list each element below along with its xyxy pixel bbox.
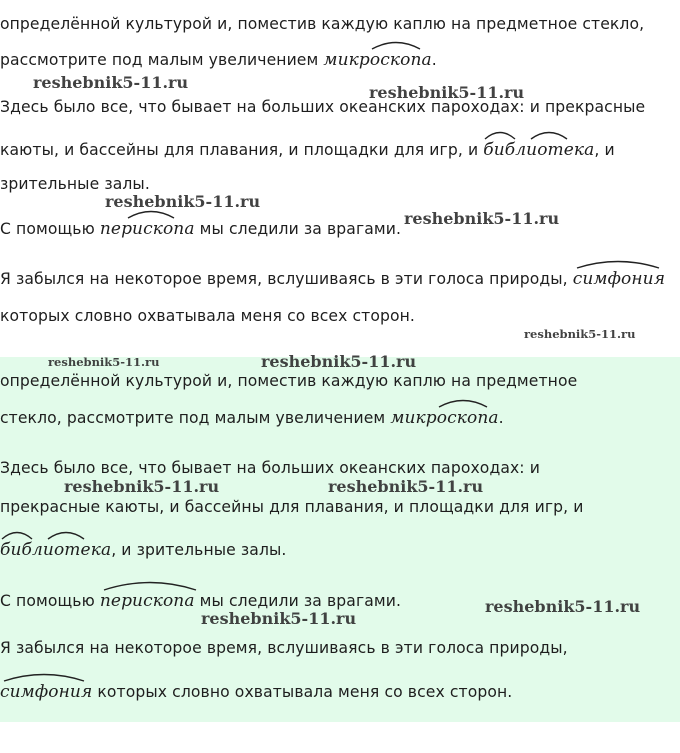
upper-line-2: рассмотрите под малым увеличением микроскопа . (0, 50, 437, 70)
root-arc-mark (102, 578, 198, 591)
word-periskopa: перископа (100, 591, 195, 611)
watermark: reshebnik5-11.ru (485, 597, 641, 616)
word-simfoniya: симфония (0, 682, 92, 702)
word-mikroskopa: микроскопа (390, 408, 498, 428)
watermark: reshebnik5-11.ru (261, 352, 417, 371)
word-mikroskopa: микроскопа (323, 50, 431, 70)
root-arc-mark (437, 396, 489, 408)
watermark: reshebnik5-11.ru (48, 355, 160, 369)
answer-line-1: определённой культурой и, поместив каждую каплю на предметное (0, 372, 578, 390)
watermark: reshebnik5-11.ru (33, 73, 189, 92)
answer-line-8: симфония которых словно охватывала меня со всех сторон. (0, 682, 512, 702)
watermark: reshebnik5-11.ru (369, 83, 525, 102)
root-arc-mark (2, 670, 86, 682)
answer-line-4: прекрасные каюты, и бассейны для плавания, и площадки для игр, и (0, 498, 584, 516)
answer-line-7: Я забылся на некоторое время, вслушиваясь в эти голоса природы, (0, 639, 568, 657)
watermark: reshebnik5-11.ru (328, 477, 484, 496)
root-arc-mark (483, 128, 517, 140)
answer-line-3: Здесь было все, что бывает на больших океанских пароходах: и (0, 459, 540, 477)
root-arc-mark (575, 257, 661, 269)
root-arc-mark (46, 528, 86, 540)
upper-line-8: которых словно охватывала меня со всех сторон. (0, 307, 415, 325)
word-periskopa: перископа (100, 219, 195, 239)
root-arc-mark (0, 528, 34, 540)
answer-line-2: стекло, рассмотрите под малым увеличением микроскопа . (0, 408, 504, 428)
word-biblioteka: библиотека (0, 540, 111, 560)
watermark: reshebnik5-11.ru (64, 477, 220, 496)
root-arc-mark (529, 128, 569, 140)
root-arc-mark (370, 38, 422, 50)
answer-line-5: библиотека , и зрительные залы. (0, 540, 287, 560)
watermark: reshebnik5-11.ru (105, 192, 261, 211)
answer-line-6: С помощью перископа мы следили за врагами. (0, 591, 401, 611)
word-simfoniya: симфония (573, 269, 665, 289)
watermark: reshebnik5-11.ru (201, 609, 357, 628)
word-biblioteka: библиотека (483, 140, 594, 160)
upper-line-4: каюты, и бассейны для плавания, и площадки для игр, и библиотека , и (0, 140, 615, 160)
upper-line-3: Здесь было все, что бывает на больших океанских пароходах: и прекрасные (0, 98, 646, 116)
watermark: reshebnik5-11.ru (524, 327, 636, 341)
upper-line-5: зрительные залы. (0, 175, 150, 193)
upper-line-6: С помощью перископа мы следили за врагами. (0, 219, 401, 239)
upper-line-1: определённой культурой и, поместив каждую каплю на предметное стекло, (0, 15, 645, 33)
watermark: reshebnik5-11.ru (404, 209, 560, 228)
upper-line-7: Я забылся на некоторое время, вслушиваясь в эти голоса природы, симфония (0, 269, 665, 289)
